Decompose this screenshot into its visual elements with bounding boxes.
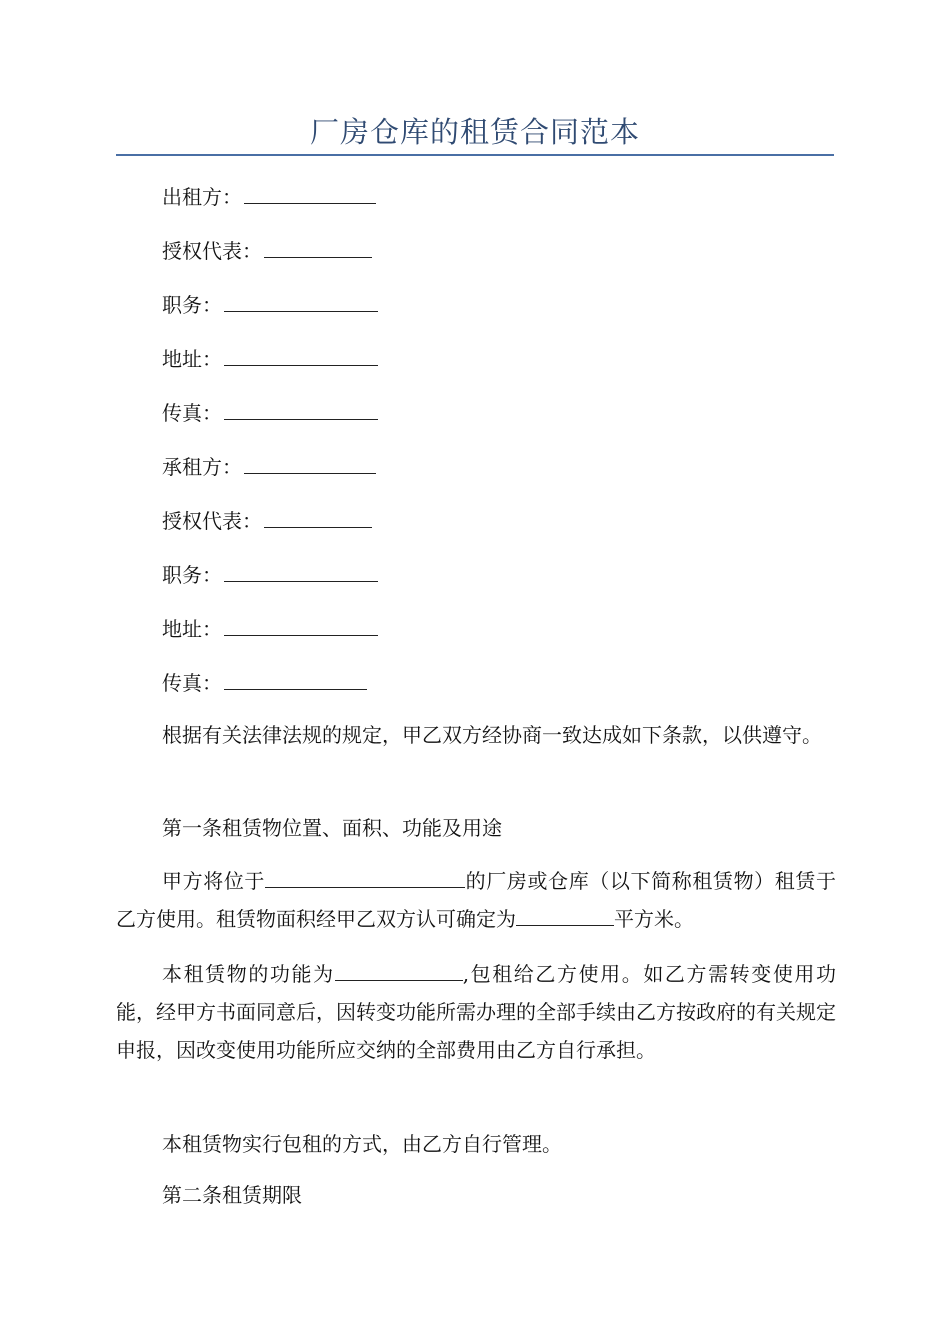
- lessee-fax-blank[interactable]: [224, 667, 367, 690]
- location-text-start: 甲方将位于: [162, 869, 266, 893]
- lessee-representative-label: 授权代表：: [162, 509, 262, 533]
- lessee-position-blank[interactable]: [224, 559, 378, 582]
- lessee-address-label: 地址：: [162, 617, 222, 641]
- lessor-position-blank[interactable]: [224, 289, 378, 312]
- article-1-heading: 第一条租赁物位置、面积、功能及用途: [162, 816, 502, 840]
- lessor-position-field: [162, 289, 378, 319]
- article-1-paragraph-management: 本租赁物实行包租的方式，由乙方自行管理。: [162, 1132, 562, 1156]
- lessor-fax-blank[interactable]: [224, 397, 378, 420]
- area-blank[interactable]: [516, 903, 614, 926]
- lessee-position-field: [162, 559, 378, 589]
- lessor-address-label: 地址：: [162, 347, 222, 371]
- lessee-fax-label: 传真：: [162, 671, 222, 695]
- article-2-heading: 第二条租赁期限: [162, 1183, 302, 1207]
- lessor-address-blank[interactable]: [224, 343, 378, 366]
- lessee-fax-field: [162, 667, 367, 697]
- lessee-address-field: [162, 613, 378, 643]
- title-underline: [116, 154, 834, 156]
- document-title: 厂房仓库的租赁合同范本: [309, 115, 640, 149]
- function-blank[interactable]: [335, 958, 463, 981]
- lessor-representative-blank[interactable]: [264, 235, 372, 258]
- article-1-paragraph-location: [116, 862, 836, 938]
- lessor-representative-label: 授权代表：: [162, 239, 262, 263]
- lessor-label: 出租方：: [162, 185, 242, 209]
- lessee-representative-field: [162, 505, 372, 535]
- lessee-blank[interactable]: [244, 451, 376, 474]
- lessor-field: [162, 181, 376, 211]
- location-blank[interactable]: [265, 865, 465, 888]
- function-text-rest: ,包租给乙方使用。如乙方需转变使用功能，经甲方书面同意后，因转变功能所需办理的全部手续由乙方按政府的有关规定申报，因改变使用功能所应交纳的全部费用由乙方自行承担。: [116, 962, 837, 1062]
- lessee-position-label: 职务：: [162, 563, 222, 587]
- lessee-address-blank[interactable]: [224, 613, 378, 636]
- article-1-paragraph-function: [116, 955, 836, 1069]
- lessee-label: 承租方：: [162, 455, 242, 479]
- lessor-blank[interactable]: [244, 181, 376, 204]
- intro-paragraph: 根据有关法律法规的规定，甲乙双方经协商一致达成如下条款，以供遵守。: [162, 723, 822, 747]
- lessor-representative-field: [162, 235, 372, 265]
- lessor-fax-field: [162, 397, 378, 427]
- lessee-field: [162, 451, 376, 481]
- location-text-end: 平方米。: [614, 907, 694, 931]
- location-text-middle: 的厂房或仓库（以下简称租赁物）租赁于乙方使用。租赁物面积经甲乙双方认可确定为: [116, 869, 837, 931]
- lessor-address-field: [162, 343, 378, 373]
- lessor-fax-label: 传真：: [162, 401, 222, 425]
- function-text-start: 本租赁物的功能为: [162, 962, 335, 986]
- lessee-representative-blank[interactable]: [264, 505, 372, 528]
- lessor-position-label: 职务：: [162, 293, 222, 317]
